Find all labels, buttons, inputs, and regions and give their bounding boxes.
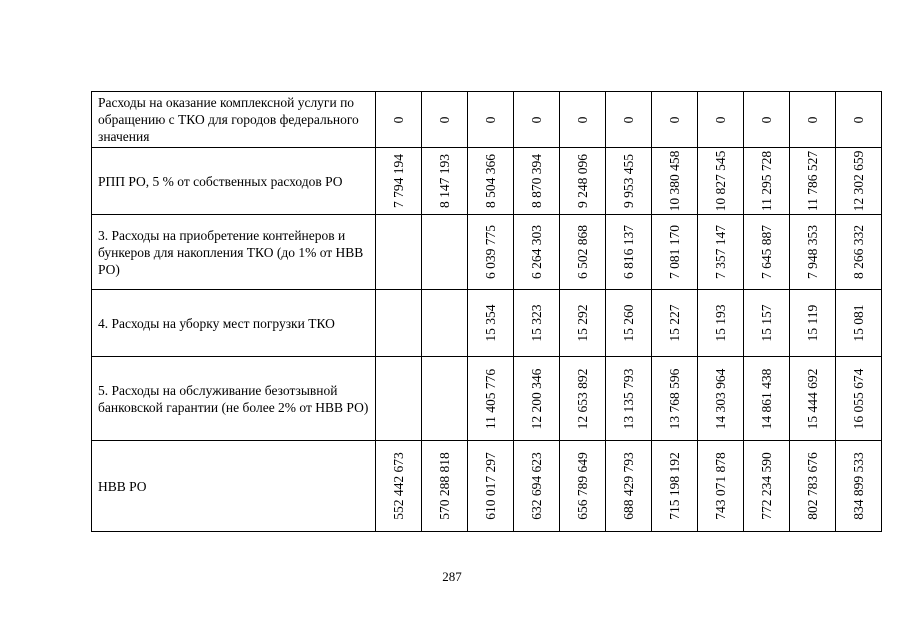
cell-value: 0 xyxy=(666,116,682,123)
value-cell xyxy=(836,357,882,441)
cell-value: 0 xyxy=(574,116,590,123)
cell-value: 552 442 673 xyxy=(390,452,406,520)
row-label: РПП РО, 5 % от собственных расходов РО xyxy=(92,148,376,215)
value-cell xyxy=(468,357,514,441)
value-cell xyxy=(606,148,652,215)
table-body xyxy=(92,92,882,532)
value-cell xyxy=(606,215,652,290)
value-cell xyxy=(652,92,698,148)
value-cell xyxy=(422,357,468,441)
cell-value: 802 783 676 xyxy=(804,452,820,520)
cell-value: 0 xyxy=(620,116,636,123)
cell-value: 570 288 818 xyxy=(436,452,452,520)
value-cell xyxy=(790,92,836,148)
value-cell xyxy=(744,290,790,357)
cell-value: 6 502 868 xyxy=(574,225,590,279)
value-cell xyxy=(698,290,744,357)
cell-value: 15 323 xyxy=(528,304,544,342)
cell-value: 743 071 878 xyxy=(712,452,728,520)
cell-value: 834 899 533 xyxy=(850,452,866,520)
cell-value: 0 xyxy=(712,116,728,123)
value-cell xyxy=(514,441,560,532)
value-cell xyxy=(560,441,606,532)
cell-value: 772 234 590 xyxy=(758,452,774,520)
value-cell xyxy=(560,215,606,290)
row-label: НВВ РО xyxy=(92,441,376,532)
value-cell xyxy=(560,148,606,215)
cell-value: 688 429 793 xyxy=(620,452,636,520)
value-cell xyxy=(744,148,790,215)
value-cell xyxy=(836,92,882,148)
value-cell xyxy=(652,357,698,441)
cell-value: 6 816 137 xyxy=(620,225,636,279)
table-row xyxy=(92,290,882,357)
value-cell xyxy=(422,92,468,148)
value-cell xyxy=(606,290,652,357)
cell-value: 12 653 892 xyxy=(574,368,590,429)
value-cell xyxy=(514,148,560,215)
value-cell xyxy=(790,148,836,215)
cell-value: 6 264 303 xyxy=(528,225,544,279)
value-cell xyxy=(606,357,652,441)
value-cell xyxy=(744,357,790,441)
value-cell xyxy=(422,290,468,357)
cell-value: 0 xyxy=(436,116,452,123)
cell-value: 13 768 596 xyxy=(666,368,682,429)
value-cell xyxy=(376,357,422,441)
cell-value: 0 xyxy=(850,116,866,123)
cell-value: 8 870 394 xyxy=(528,154,544,208)
value-cell xyxy=(560,290,606,357)
cell-value: 10 827 545 xyxy=(712,150,728,212)
cell-value: 12 200 346 xyxy=(528,368,544,429)
cell-value: 7 081 170 xyxy=(666,225,682,279)
cell-value: 15 227 xyxy=(666,304,682,342)
cell-value: 11 786 527 xyxy=(804,150,820,212)
cell-value: 15 260 xyxy=(620,304,636,342)
value-cell xyxy=(514,92,560,148)
cell-value: 15 292 xyxy=(574,304,590,342)
value-cell xyxy=(790,441,836,532)
cell-value: 15 354 xyxy=(482,304,498,342)
table-row xyxy=(92,357,882,441)
row-label: 4. Расходы на уборку мест погрузки ТКО xyxy=(92,290,376,357)
value-cell xyxy=(376,215,422,290)
cell-value: 7 948 353 xyxy=(804,225,820,279)
value-cell xyxy=(422,441,468,532)
value-cell xyxy=(468,92,514,148)
cell-value: 12 302 659 xyxy=(850,150,866,212)
cell-value: 632 694 623 xyxy=(528,452,544,520)
value-cell xyxy=(606,92,652,148)
cell-value: 15 193 xyxy=(712,304,728,342)
value-cell xyxy=(376,441,422,532)
cell-value: 0 xyxy=(758,116,774,123)
cell-value: 15 157 xyxy=(758,304,774,342)
value-cell xyxy=(836,290,882,357)
value-cell xyxy=(698,92,744,148)
value-cell xyxy=(652,215,698,290)
cell-value: 15 081 xyxy=(850,304,866,342)
value-cell xyxy=(422,148,468,215)
value-cell xyxy=(698,215,744,290)
cell-value: 0 xyxy=(482,116,498,123)
data-table xyxy=(91,91,882,532)
cell-value: 15 119 xyxy=(804,304,820,342)
table-row xyxy=(92,92,882,148)
value-cell xyxy=(744,215,790,290)
value-cell xyxy=(652,148,698,215)
value-cell xyxy=(514,215,560,290)
value-cell xyxy=(468,215,514,290)
cell-value: 16 055 674 xyxy=(850,368,866,429)
cell-value: 0 xyxy=(528,116,544,123)
cell-value: 9 953 455 xyxy=(620,154,636,208)
cell-value: 7 357 147 xyxy=(712,225,728,279)
cell-value: 6 039 775 xyxy=(482,225,498,279)
value-cell xyxy=(698,357,744,441)
cell-value: 7 645 887 xyxy=(758,225,774,279)
cell-value: 10 380 458 xyxy=(666,150,682,212)
cell-value: 14 303 964 xyxy=(712,368,728,429)
cell-value: 7 794 194 xyxy=(390,154,406,208)
value-cell xyxy=(468,441,514,532)
table-row xyxy=(92,215,882,290)
value-cell xyxy=(376,290,422,357)
value-cell xyxy=(836,441,882,532)
cell-value: 715 198 192 xyxy=(666,452,682,520)
cell-value: 8 504 366 xyxy=(482,154,498,208)
value-cell xyxy=(652,290,698,357)
value-cell xyxy=(376,92,422,148)
cell-value: 9 248 096 xyxy=(574,154,590,208)
cell-value: 656 789 649 xyxy=(574,452,590,520)
cell-value: 8 147 193 xyxy=(436,154,452,208)
row-label: 3. Расходы на приобретение контейнеров и бункеров для накопления ТКО (до 1% от НВВ РО) xyxy=(92,215,376,290)
cell-value: 14 861 438 xyxy=(758,368,774,429)
value-cell xyxy=(376,148,422,215)
table-row xyxy=(92,148,882,215)
page-number: 287 xyxy=(442,569,462,584)
cell-value: 13 135 793 xyxy=(620,368,636,429)
value-cell xyxy=(698,148,744,215)
value-cell xyxy=(422,215,468,290)
value-cell xyxy=(790,215,836,290)
value-cell xyxy=(698,441,744,532)
value-cell xyxy=(560,357,606,441)
row-label: Расходы на оказание комплексной услуги по обращению с ТКО для городов федерального значения xyxy=(92,92,376,148)
cell-value: 11 295 728 xyxy=(758,150,774,212)
value-cell xyxy=(514,290,560,357)
value-cell xyxy=(790,357,836,441)
cell-value: 0 xyxy=(804,116,820,123)
value-cell xyxy=(790,290,836,357)
value-cell xyxy=(560,92,606,148)
value-cell xyxy=(606,441,652,532)
cell-value: 8 266 332 xyxy=(850,225,866,279)
value-cell xyxy=(836,215,882,290)
value-cell xyxy=(744,441,790,532)
value-cell xyxy=(468,290,514,357)
value-cell xyxy=(652,441,698,532)
cell-value: 15 444 692 xyxy=(804,368,820,429)
cell-value: 11 405 776 xyxy=(482,368,498,429)
value-cell xyxy=(744,92,790,148)
cell-value: 610 017 297 xyxy=(482,452,498,520)
value-cell xyxy=(836,148,882,215)
cell-value: 0 xyxy=(390,116,406,123)
value-cell xyxy=(514,357,560,441)
table-row xyxy=(92,441,882,532)
value-cell xyxy=(468,148,514,215)
row-label: 5. Расходы на обслуживание безотзывной банковской гарантии (не более 2% от НВВ РО) xyxy=(92,357,376,441)
